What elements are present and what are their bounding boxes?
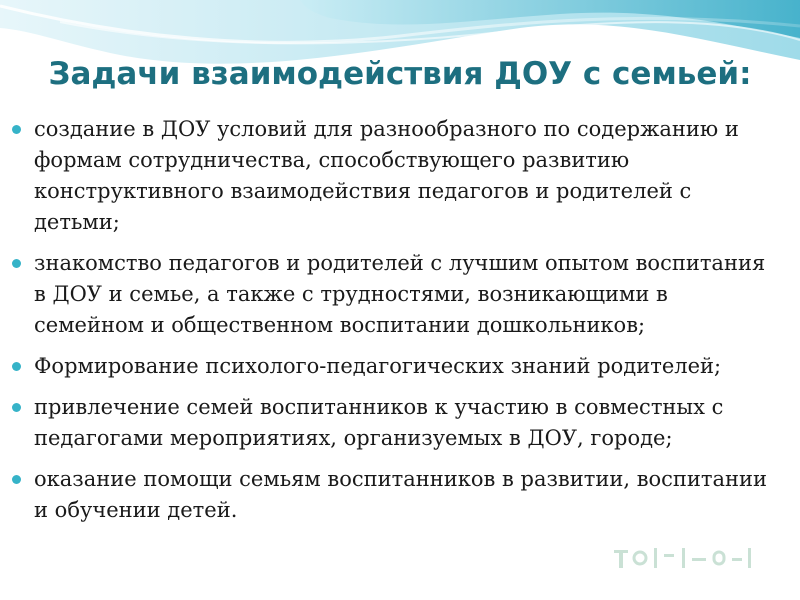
list-item-text: привлечение семей воспитанников к участию в совместных с педагогами мероприятиях, организуемых в ДОУ, городе;: [34, 395, 724, 450]
list-item-text: Формирование психолого-педагогических знаний родителей;: [34, 354, 722, 378]
bullet-icon: [12, 475, 21, 484]
bullet-icon: [12, 403, 21, 412]
list-item: [10, 248, 780, 341]
task-list: [10, 114, 780, 536]
bullet-icon: [12, 362, 21, 371]
list-item-text: оказание помощи семьям воспитанников в развитии, воспитании и обучении детей.: [34, 467, 768, 522]
list-item: [10, 114, 780, 238]
watermark-logo: [608, 540, 758, 574]
list-item-text: знакомство педагогов и родителей с лучшим опытом воспитания в ДОУ и семье, а также с трудностями, возникающими в семейном и общественном воспитании дошкольников;: [34, 251, 766, 337]
bullet-icon: [12, 125, 21, 134]
list-item: [10, 351, 780, 382]
list-item: [10, 464, 780, 526]
list-item: [10, 392, 780, 454]
slide-title: Задачи взаимодействия ДОУ с семьей:: [48, 56, 752, 92]
list-item-text: создание в ДОУ условий для разнообразного по содержанию и формам сотрудничества, способствующего развитию конструктивного взаимодействия педагогов и родителей с детьми;: [34, 117, 739, 234]
bullet-icon: [12, 259, 21, 268]
